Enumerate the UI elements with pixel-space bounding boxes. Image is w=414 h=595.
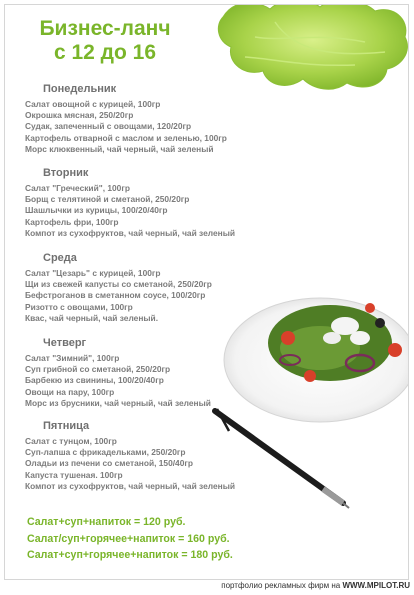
menu-item: Оладьи из печени со сметаной, 150/40гр (25, 458, 193, 469)
price-line: Салат+суп+напиток = 120 руб. (27, 516, 186, 528)
day-block-friday (25, 419, 315, 492)
menu-item: Окрошка мясная, 250/20гр (25, 110, 134, 121)
menu-item: Ризотто с овощами, 100гр (25, 301, 133, 312)
title-line-2: с 12 до 16 (53, 41, 157, 64)
menu-item: Суп-лапша с фрикадельками, 250/20гр (25, 447, 186, 458)
day-name: Четверг (43, 337, 87, 349)
day-name: Среда (43, 252, 77, 264)
day-name: Вторник (43, 167, 89, 179)
day-block-tuesday (25, 166, 315, 239)
day-block-monday (25, 82, 315, 155)
menu-item: Квас, чай черный, чай зеленый. (25, 312, 159, 323)
title-line-1: Бизнес-ланч (39, 17, 171, 40)
menu-item: Компот из сухофруктов, чай черный, чай зеленый (25, 227, 235, 238)
price-list (27, 514, 233, 564)
menu-item: Шашлычки из курицы, 100/20/40гр (25, 205, 168, 216)
menu-item: Капуста тушеная. 100гр (25, 469, 123, 480)
lettuce-leaf-icon (215, 4, 409, 92)
menu-item: Салат "Цезарь" с курицей, 100гр (25, 268, 161, 278)
menu-item: Компот из сухофруктов, чай черный, чай зеленый (25, 480, 235, 491)
menu-item: Салат "Зимний", 100гр (25, 353, 120, 363)
menu-item: Картофель фри, 100гр (25, 216, 119, 227)
day-block-thursday (25, 336, 315, 409)
footer-credit (221, 581, 410, 590)
menu-item: Барбекю из свинины, 100/20/40гр (25, 375, 164, 386)
menu-item: Картофель отварной с маслом и зеленью, 100гр (25, 132, 227, 143)
day-block-wednesday (25, 251, 315, 324)
menu-page (4, 4, 409, 580)
menu-item: Суп грибной со сметаной, 250/20гр (25, 364, 171, 375)
menu-item: Овощи на пару, 100гр (25, 386, 115, 397)
menu-item: Салат овощной с курицей, 100гр (25, 99, 161, 109)
day-name: Пятница (43, 420, 90, 432)
menu-item: Салат "Греческий", 100гр (25, 183, 130, 193)
menu-item: Морс клюквенный, чай черный, чай зеленый (25, 143, 214, 154)
menu-item: Борщ с телятиной и сметаной, 250/20гр (25, 194, 190, 205)
menu-item: Морс из брусники, чай черный, чай зеленый (25, 397, 211, 408)
footer-site-link[interactable]: WWW.MPILOT.RU (342, 581, 410, 590)
menu-item: Салат с тунцом, 100гр (25, 436, 117, 446)
menu-item: Судак, запеченный с овощами, 120/20гр (25, 121, 192, 132)
day-name: Понедельник (43, 83, 117, 95)
menu-item: Щи из свежей капусты со сметаной, 250/20гр (25, 279, 212, 290)
footer-text: портфолио рекламных фирм на (221, 581, 343, 590)
page-title (5, 17, 205, 65)
menu-item: Бефстроганов в сметанном соусе, 100/20гр (25, 290, 206, 301)
price-line: Салат+суп+горячее+напиток = 180 руб. (27, 549, 233, 561)
price-line: Салат/суп+горячее+напиток = 160 руб. (27, 532, 230, 545)
